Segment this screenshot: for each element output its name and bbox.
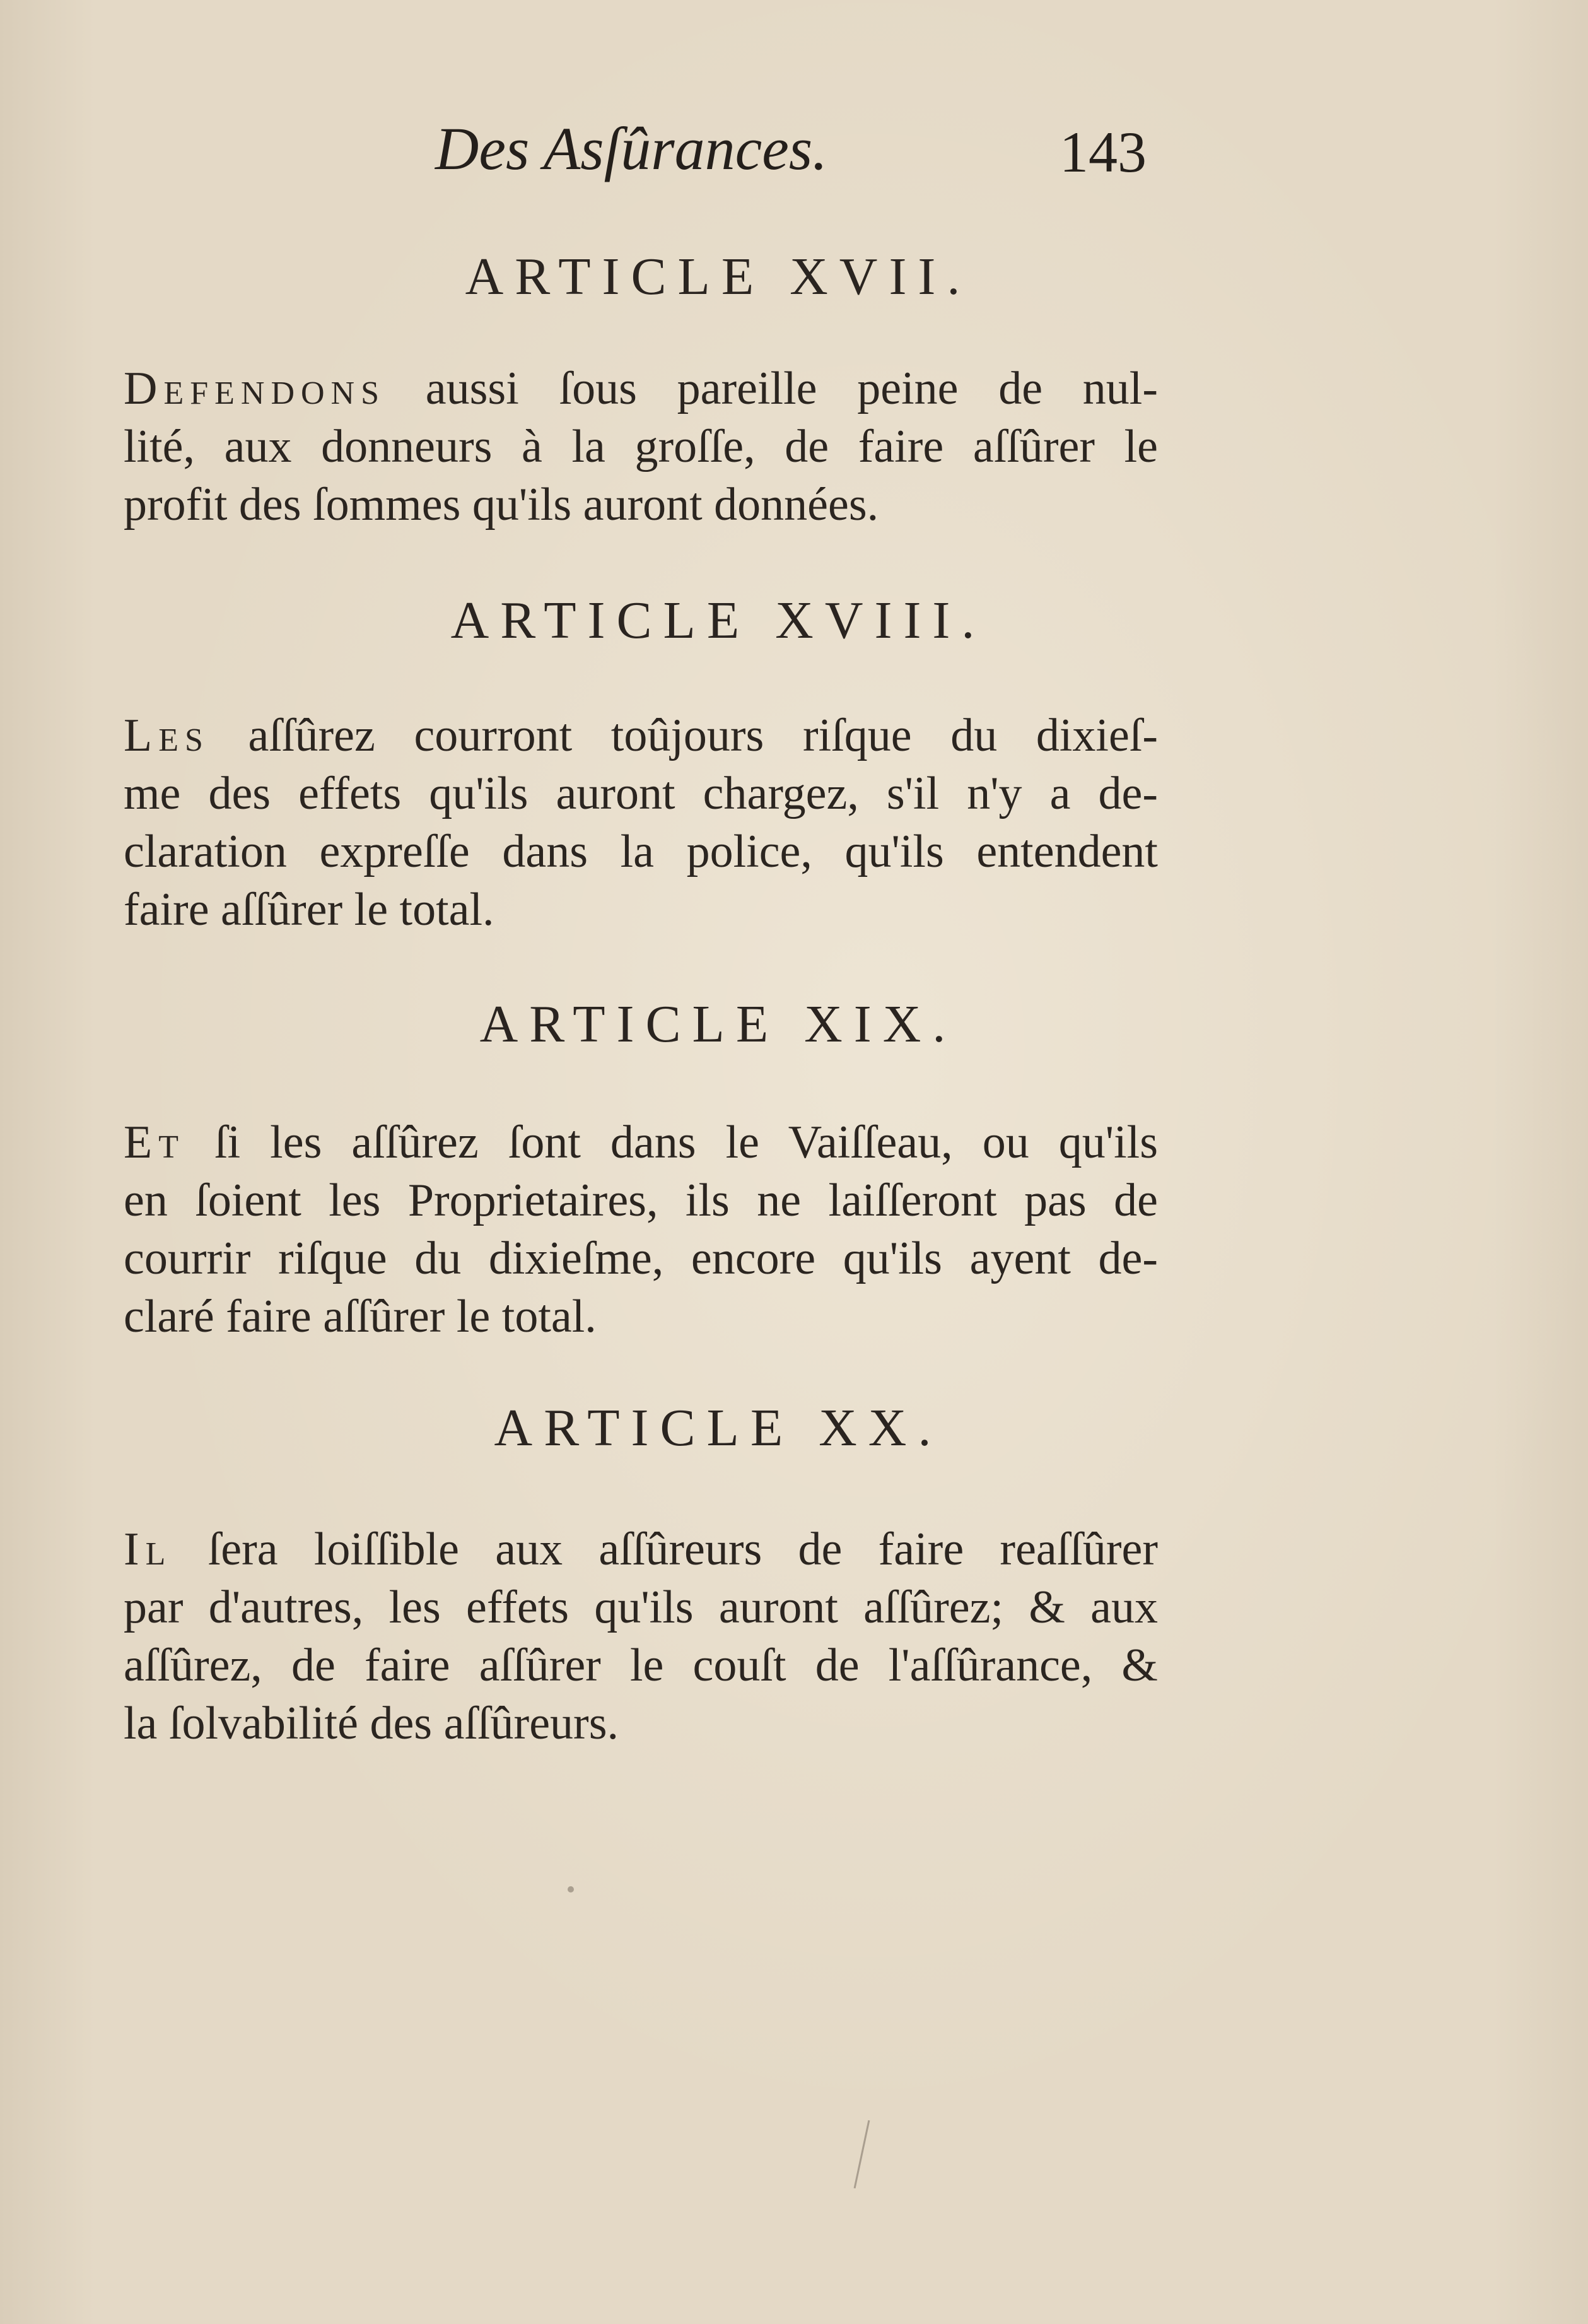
text-line: me des effets qu'ils auront chargez, s'il n'y a de- [124,768,1158,819]
article-body-xx [124,1520,1158,1752]
initial-word: Les [124,710,209,761]
article-body-xix [124,1113,1158,1346]
article-heading-xx: ARTICLE XX. [494,1399,943,1457]
text-line: par d'autres, les effets qu'ils auront aſſûrez; & aux [124,1582,1158,1633]
text-line: profit des ſommes qu'ils auront données. [124,479,879,531]
text-line: Defendons aussi ſous pareille peine de nul- [124,363,1158,414]
stray-ink-dot [568,1886,574,1893]
initial-word: Il [124,1523,172,1575]
initial-word: Defendons [124,363,386,414]
article-body-xvii [124,360,1158,534]
text-line: aſſûrez, de faire aſſûrer le couſt de l'aſſûrance, & [124,1640,1158,1691]
page-number: 143 [1060,120,1147,184]
article-heading-xix: ARTICLE XIX. [479,995,957,1053]
article-body-xviii [124,707,1158,939]
article-heading-xviii: ARTICLE XVIII. [450,591,986,650]
text-line: claration expreſſe dans la police, qu'ils entendent [124,826,1158,877]
text-line: Les aſſûrez courront toûjours riſque du dixieſ- [124,710,1158,761]
text-line: Et ſi les aſſûrez ſont dans le Vaiſſeau, ou qu'ils [124,1117,1158,1168]
stray-ink-mark [854,2120,870,2188]
text-line: courrir riſque du dixieſme, encore qu'ils ayent de- [124,1233,1158,1284]
text-line: la ſolvabilité des aſſûreurs. [124,1698,619,1749]
text-line: Il ſera loiſſible aux aſſûreurs de faire reaſſûrer [124,1523,1158,1575]
article-heading-xvii: ARTICLE XVII. [465,247,972,306]
initial-word: Et [124,1117,185,1168]
text-line: claré faire aſſûrer le total. [124,1291,597,1342]
text-line: en ſoient les Proprietaires, ils ne laiſſeront pas de [124,1175,1158,1226]
running-title: Des Asſûrances. [435,115,828,182]
text-line: lité, aux donneurs à la groſſe, de faire aſſûrer le [124,421,1158,472]
page-header [0,107,1588,196]
text-line: faire aſſûrer le total. [124,884,494,936]
